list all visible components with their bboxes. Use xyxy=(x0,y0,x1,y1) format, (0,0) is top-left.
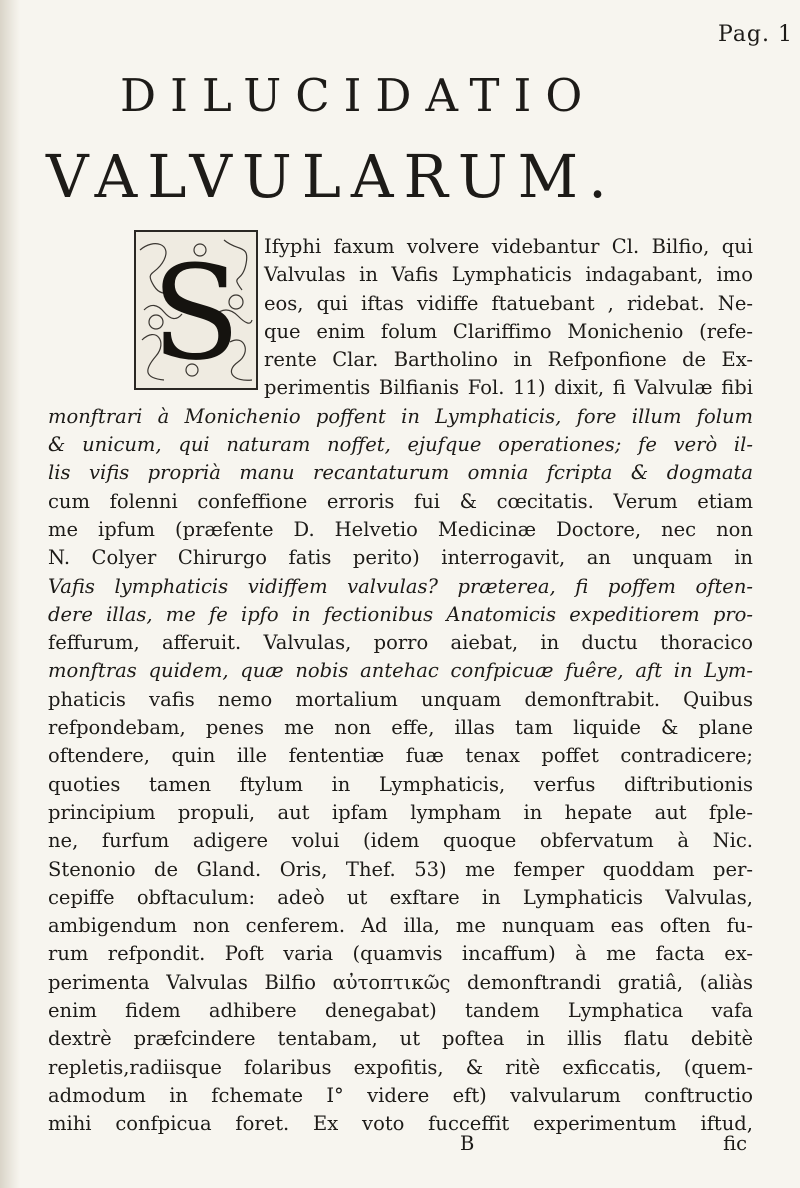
text-line: Valvulas in Vafis Lymphaticis indagabant, imo xyxy=(264,263,753,287)
body-text xyxy=(48,233,753,1139)
text-line: rente Clar. Bartholino in Refponfione de Ex- xyxy=(264,348,753,372)
text-line: perimentis Bilfianis Fol. 11) dixit, fi Valvulæ fibi xyxy=(264,376,753,400)
text-line: cepiffe obftaculum: adeò ut exftare in Lymphaticis Valvulas, xyxy=(48,885,753,909)
text-line: dextrè præfcindere tentabam, ut poftea in illis flatu debitè xyxy=(48,1027,753,1051)
text-line: que enim folum Clariffimo Monichenio (refe- xyxy=(264,319,753,343)
title-dilucidatio: DILUCIDATIO xyxy=(120,69,597,122)
page-binding-edge xyxy=(0,0,20,1188)
text-line: dere illas, me fe ipfo in fectionibus Anatomicis expeditiorem pro- xyxy=(48,602,753,626)
text-line: feffurum, afferuit. Valvulas, porro aiebat, in ductu thoracico xyxy=(48,631,753,655)
text-line: monftrari à Monichenio poffent in Lymphaticis, fore illum folum xyxy=(48,404,753,428)
text-line: eos, qui iftas vidiffe ftatuebant , ridebat. Ne- xyxy=(264,291,753,315)
text-line: ne, furfum adigere volui (idem quoque obfervatum à Nic. xyxy=(48,829,753,853)
svg-text:S: S xyxy=(151,237,241,389)
text-line: mihi confpicua foret. Ex voto fucceffit experimentum iftud, xyxy=(48,1112,753,1136)
text-line: & unicum, qui naturam noffet, ejufque operationes; fe verò il- xyxy=(48,433,753,457)
title-valvularum: VALVULARUM. xyxy=(46,142,617,211)
catchword: fic xyxy=(723,1132,747,1155)
text-line: Vafis lymphaticis vidiffem valvulas? præterea, fi poffem often- xyxy=(48,574,753,598)
text-line: repletis,radiisque folaribus expofitis, & ritè exficcatis, (quem- xyxy=(48,1055,753,1079)
text-line: N. Colyer Chirurgo fatis perito) interrogavit, an unquam in xyxy=(48,546,753,570)
text-line: phaticis vafis nemo mortalium unquam demonftrabit. Quibus xyxy=(48,687,753,711)
text-line: enim fidem adhibere denegabat) tandem Lymphatica vafa xyxy=(48,999,753,1023)
text-line: rum refpondit. Poft varia (quamvis incaffum) à me facta ex- xyxy=(48,942,753,966)
text-line: oftendere, quin ille fententiæ fuæ tenax poffet contradicere; xyxy=(48,744,753,768)
signature-mark: B xyxy=(460,1132,475,1155)
text-line: quoties tamen ftylum in Lymphaticis, verfus diftributionis xyxy=(48,772,753,796)
text-line: Stenonio de Gland. Oris, Thef. 53) me femper quoddam per- xyxy=(48,857,753,881)
text-line: perimenta Valvulas Bilfio αὐτοπτικῶς demonftrandi gratiâ, (aliàs xyxy=(48,970,753,994)
text-line: monftras quidem, quæ nobis antehac confpicuæ fuêre, aft in Lym- xyxy=(48,659,753,683)
page-number: Pag. 1 xyxy=(718,22,793,47)
text-line: ambigendum non cenferem. Ad illa, me nunquam eas often fu- xyxy=(48,914,753,938)
text-line: admodum in fchemate I° videre eft) valvularum conftructio xyxy=(48,1083,753,1107)
text-line: Ifyphi faxum volvere videbantur Cl. Bilfio, qui xyxy=(264,235,753,258)
text-line: cum folenni confeffione erroris fui & cœcitatis. Verum etiam xyxy=(48,489,753,513)
text-line: lis vifis proprià manu recantaturum omnia fcripta & dogmata xyxy=(48,461,753,485)
text-line: refpondebam, penes me non effe, illas tam liquide & plane xyxy=(48,716,753,740)
text-line: principium propuli, aut ipfam lympham in hepate aut fple- xyxy=(48,800,753,824)
text-line: me ipfum (præfente D. Helvetio Medicinæ Doctore, nec non xyxy=(48,517,753,541)
